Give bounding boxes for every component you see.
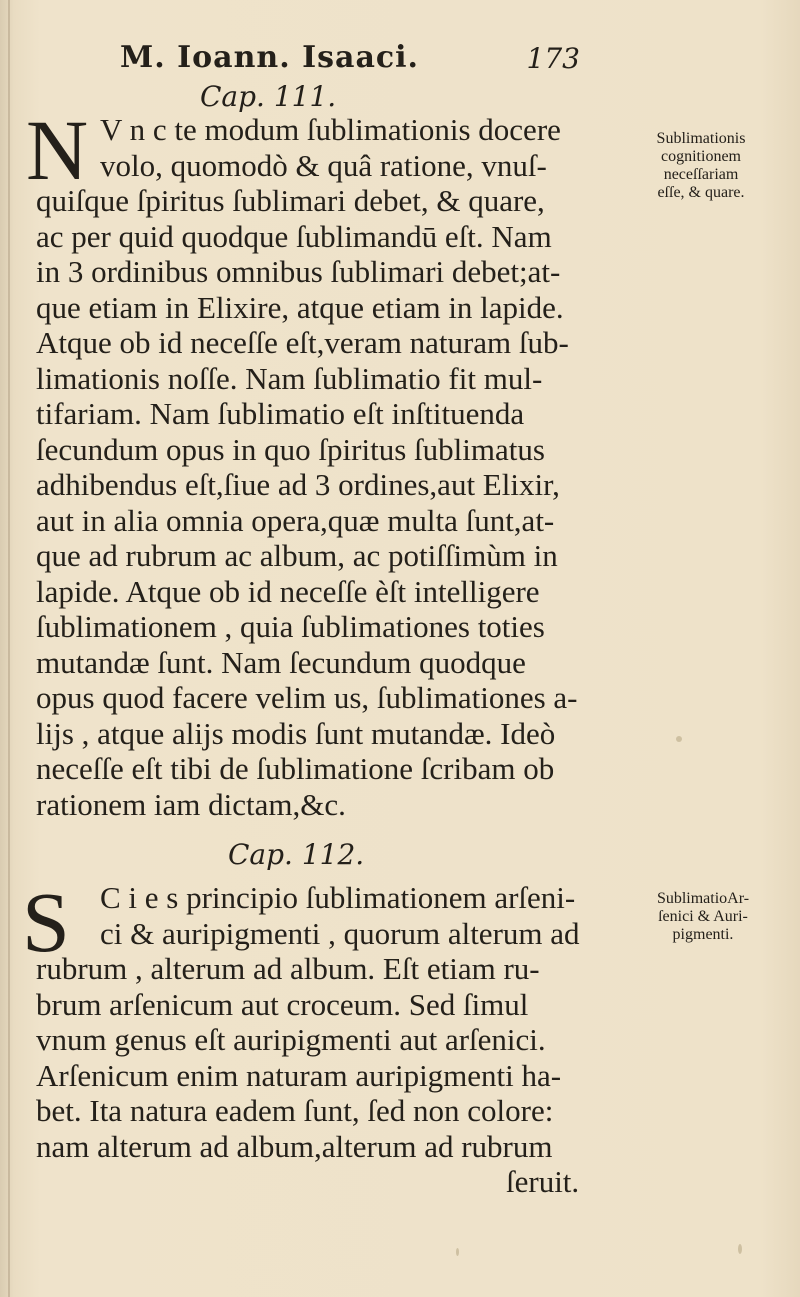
text-line: ci & auripigmenti , quorum alterum ad: [100, 915, 580, 951]
text-line: brum arſenicum aut croceum. Sed ſimul: [36, 986, 529, 1022]
text-line: lapide. Atque ob id neceſſe èſt intelligere: [36, 573, 540, 609]
text-line: opus quod facere velim us, ſublimationes a-: [36, 680, 578, 715]
chapter-heading-112: Cap. 112.: [228, 838, 365, 871]
text-line: ac per quid quodque ſublimandū eſt. Nam: [36, 218, 552, 254]
text-line: aut in alia omnia opera,quæ multa ſunt,at-: [36, 502, 555, 538]
text-line: volo, quomodò & quâ ratione, vnuſ-: [100, 147, 547, 183]
text-line: lijs , atque alijs modis ſunt mutandæ. Ideò: [36, 715, 556, 751]
text-line: que ad rubrum ac album, ac potiſſimùm in: [36, 538, 558, 573]
page-header: [120, 40, 580, 80]
text-line: quiſque ſpiritus ſublimari debet, & quare,: [36, 183, 545, 218]
text-line: mutandæ ſunt. Nam ſecundum quodque: [36, 644, 526, 680]
text-line: rationem iam dictam,&c.: [36, 786, 346, 822]
ink-speck: [456, 1248, 459, 1256]
margin-note-sublimation: [606, 130, 796, 202]
text-line: V n c te modum ſublimationis docere: [100, 112, 561, 147]
text-line: vnum genus eſt auripigmenti aut arſenici.: [36, 1022, 546, 1057]
margin-note-line: eſſe, & quare.: [657, 184, 745, 201]
drop-cap-s: S: [22, 874, 70, 970]
text-line: ſublimationem , quia ſublimationes toties: [36, 609, 545, 644]
page-number: 173: [526, 42, 580, 75]
chapter-111-text: [36, 112, 596, 822]
text-line: que etiam in Elixire, atque etiam in lapide.: [36, 289, 564, 325]
margin-note-line: Sublimationis: [656, 130, 746, 147]
text-line: in 3 ordinibus omnibus ſublimari debet;at-: [36, 254, 561, 289]
ink-speck: [676, 736, 682, 742]
chapter-heading-111: Cap. 111.: [200, 80, 337, 113]
margin-note-line: neceſſariam: [663, 166, 739, 183]
margin-note-line: ſenici & Auri-: [658, 908, 748, 925]
margin-note-line: pigmenti.: [672, 926, 734, 943]
text-line: ſeruit.: [506, 1164, 580, 1199]
text-line: bet. Ita natura eadem ſunt, ſed non colore:: [36, 1093, 554, 1128]
text-line: limationis noſſe. Nam ſublimatio fit mul-: [36, 360, 543, 396]
running-title: M. Ioann. Isaaci.: [120, 40, 419, 75]
margin-note-line: cognitionem: [661, 148, 741, 165]
text-line: Arſenicum enim naturam auripigmenti ha-: [36, 1057, 562, 1093]
text-line: neceſſe eſt tibi de ſublimatione ſcribam ob: [36, 751, 555, 786]
drop-cap-n: N: [26, 102, 89, 198]
text-line: ſecundum opus in quo ſpiritus ſublimatus: [36, 431, 545, 467]
text-line: adhibendus eſt,ſiue ad 3 ordines,aut Elixir,: [36, 467, 560, 502]
gutter-shadow: [8, 0, 10, 1297]
text-line: nam alterum ad album,alterum ad rubrum: [36, 1128, 553, 1164]
text-line: Atque ob id neceſſe eſt,veram naturam ſub-: [36, 325, 569, 360]
ink-speck: [738, 1244, 742, 1254]
text-line: tifariam. Nam ſublimatio eſt inſtituenda: [36, 396, 525, 431]
margin-note-line: SublimatioAr-: [656, 890, 750, 907]
text-line: C i e s principio ſublimationem arſeni-: [100, 880, 576, 915]
text-line: rubrum , alterum ad album. Eſt etiam ru-: [36, 951, 540, 986]
chapter-112-text: [36, 880, 596, 1200]
margin-note-arsenic: [608, 890, 798, 944]
